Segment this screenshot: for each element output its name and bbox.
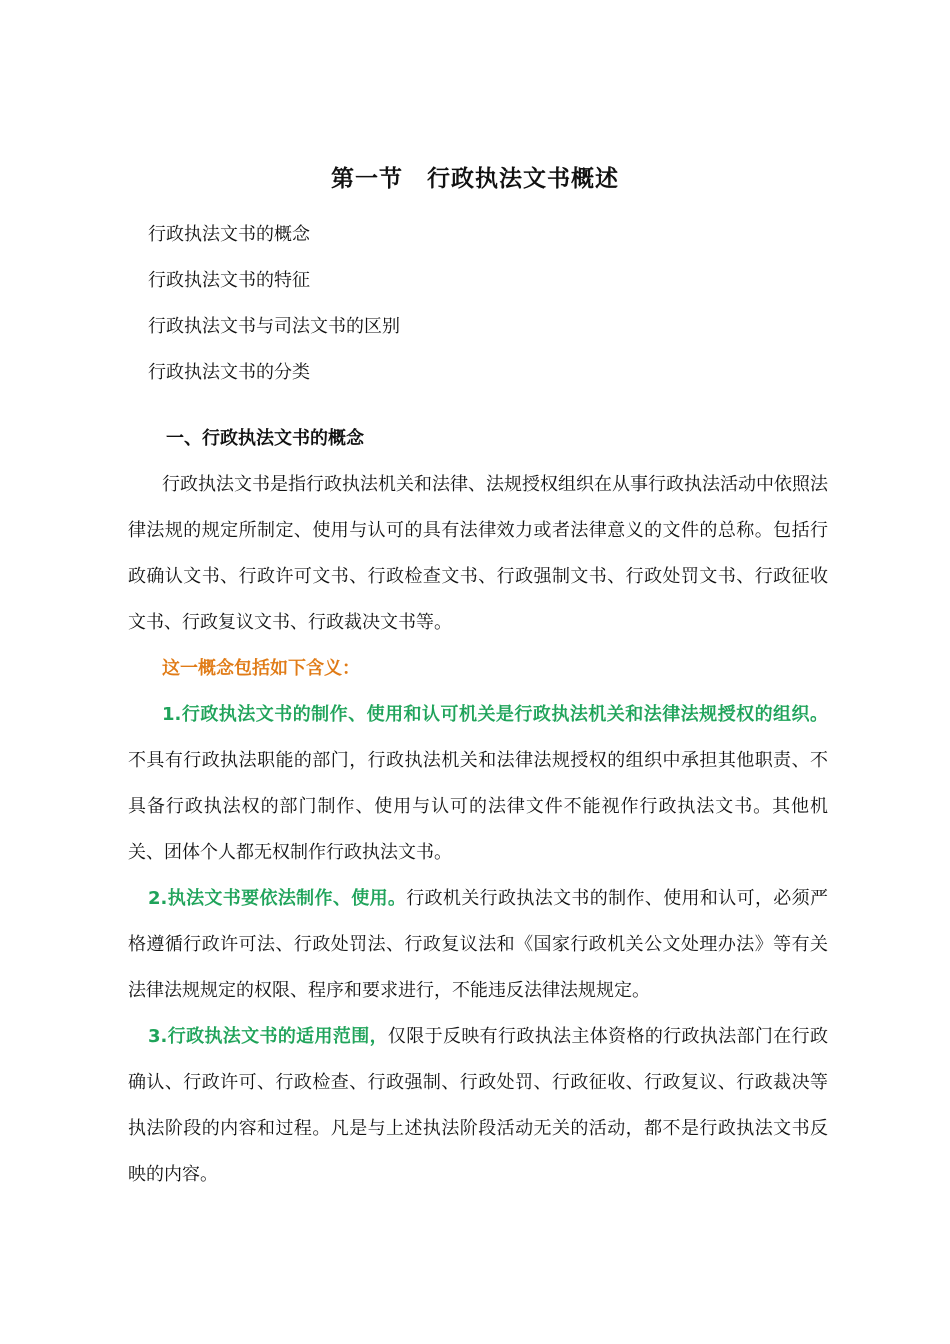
point-paragraph-1 [128, 692, 828, 876]
toc-item: 行政执法文书的分类 [148, 362, 310, 383]
toc-item: 行政执法文书的概念 [148, 224, 310, 245]
toc-item: 行政执法文书与司法文书的区别 [148, 316, 400, 337]
point-paragraph-3 [128, 1014, 828, 1198]
section-heading: 一、行政执法文书的概念 [166, 428, 364, 449]
point-highlight: 3.行政执法文书的适用范围， [148, 1026, 388, 1047]
point-highlight: 1.行政执法文书的制作、使用和认可机关是行政执法机关和法律法规授权的组织。 [162, 704, 828, 725]
point-text: 行政机关行政执法文书的制作、使用和认可，必须严格遵循行政许可法、行政处罚法、行政复议法和《国家行政机关公文处理办法》等有关法律法规规定的权限、程序和要求进行，不能违反法律法规规定。 [128, 888, 828, 1001]
point-paragraph-2 [128, 876, 828, 1014]
definition-paragraph: 行政执法文书是指行政执法机关和法律、法规授权组织在从事行政执法活动中依照法律法规的规定所制定、使用与认可的具有法律效力或者法律意义的文件的总称。包括行政确认文书、行政许可文书、行政检查文书、行政强制文书、行政处罚文书、行政征收文书、行政复议文书、行政裁决文书等。 [128, 474, 828, 633]
toc-item: 行政执法文书的特征 [148, 270, 310, 291]
point-text: 不具有行政执法职能的部门，行政执法机关和法律法规授权的组织中承担其他职责、不具备行政执法权的部门制作、使用与认可的法律文件不能视作行政执法文书。其他机关、团体个人都无权制作行政执法文书。 [128, 750, 828, 863]
point-highlight: 2.执法文书要依法制作、使用。 [148, 888, 407, 909]
page-title: 第一节 行政执法文书概述 [331, 166, 619, 192]
table-of-contents [148, 218, 400, 402]
point-text: 仅限于反映有行政执法主体资格的行政执法部门在行政确认、行政许可、行政检查、行政强制、行政处罚、行政征收、行政复议、行政裁决等执法阶段的内容和过程。凡是与上述执法阶段活动无关的活动，都不是行政执法文书反映的内容。 [128, 1026, 828, 1185]
subheading: 这一概念包括如下含义： [162, 658, 360, 679]
